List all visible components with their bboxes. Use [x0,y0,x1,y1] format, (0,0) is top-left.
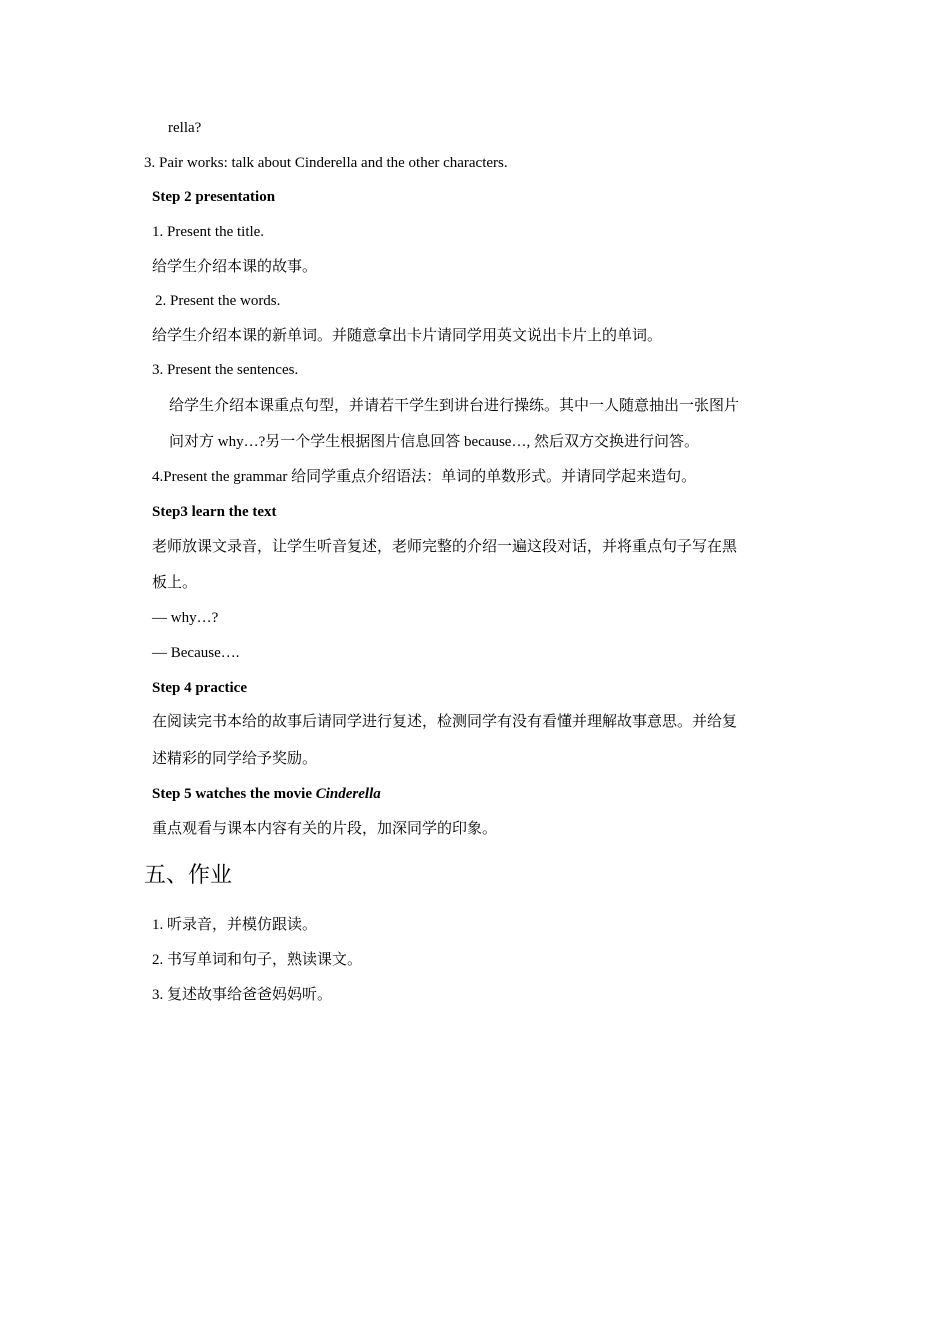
step2-item1: 1. Present the title. [152,224,265,240]
text-line-rella: rella? [168,120,202,136]
step2-item2-desc: 给学生介绍本课的新单词。并随意拿出卡片请同学用英文说出卡片上的单词。 [152,328,663,344]
step2-item2: 2. Present the words. [155,293,281,309]
step3-heading: Step3 learn the text [152,504,277,520]
step2-item3-desc-line1: 给学生介绍本课重点句型，并请若干学生到讲台进行操练。其中一人随意抽出一张图片 [169,398,740,414]
step4-text-line2: 述精彩的同学给予奖励。 [152,751,318,767]
step4-text-line1: 在阅读完书本给的故事后请同学进行复述，检测同学有没有看懂并理解故事意思。并给复 [152,714,738,730]
step5-heading [152,784,381,804]
step2-item4: 4.Present the grammar 给同学重点介绍语法：单词的单数形式。并请同学起来造句。 [152,469,697,485]
homework-item3: 3. 复述故事给爸爸妈妈听。 [152,987,333,1003]
step3-text-line1: 老师放课文录音，让学生听音复述，老师完整的介绍一遍这段对话，并将重点句子写在黑 [152,539,738,555]
homework-item2: 2. 书写单词和句子，熟读课文。 [152,952,363,968]
homework-heading: 五、作业 [144,863,233,888]
step2-item1-desc: 给学生介绍本课的故事。 [152,259,318,275]
step4-heading: Step 4 practice [152,680,247,696]
step3-dialog-because: — Because…. [152,645,240,661]
text-line-pair-works: 3. Pair works: talk about Cinderella and the other characters. [144,155,508,171]
step5-text: 重点观看与课本内容有关的片段，加深同学的印象。 [152,821,498,837]
step2-item3-desc-line2: 问对方 why…?另一个学生根据图片信息回答 because…, 然后双方交换进行问答。 [169,434,699,450]
step5-heading-prefix: Step 5 watches the movie [152,786,316,802]
step3-dialog-why: — why…? [152,610,219,626]
step3-text-line2: 板上。 [152,575,198,591]
step5-movie-title: Cinderella [315,786,381,802]
step2-heading: Step 2 presentation [152,189,276,205]
step2-item3: 3. Present the sentences. [152,362,299,378]
homework-item1: 1. 听录音，并模仿跟读。 [152,917,318,933]
